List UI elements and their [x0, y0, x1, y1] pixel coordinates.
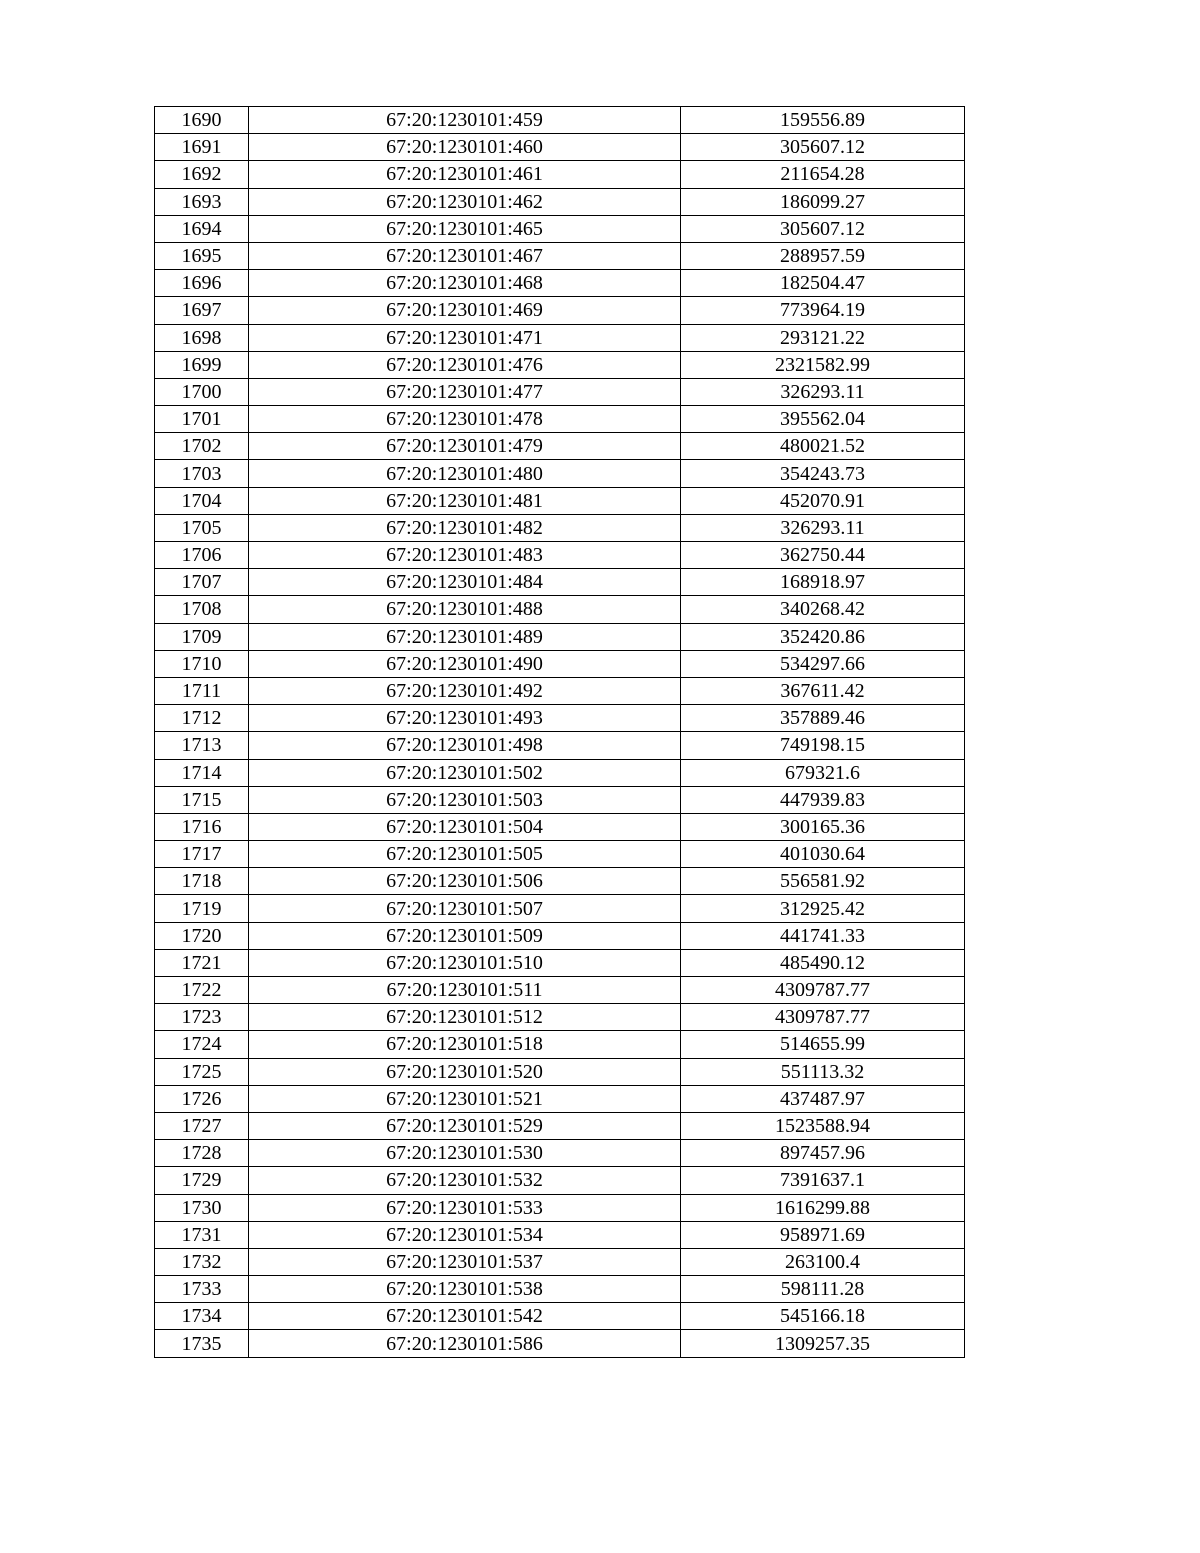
table-row [155, 297, 965, 324]
cadastral-number-cell: 67:20:1230101:469 [249, 297, 681, 324]
cadastral-number-cell: 67:20:1230101:504 [249, 813, 681, 840]
row-number-cell: 1724 [155, 1031, 249, 1058]
table-row [155, 1167, 965, 1194]
table-row [155, 596, 965, 623]
cadastral-number-cell: 67:20:1230101:538 [249, 1276, 681, 1303]
cadastral-value-cell: 1523588.94 [681, 1112, 965, 1139]
row-number-cell: 1696 [155, 270, 249, 297]
cadastral-value-cell: 401030.64 [681, 841, 965, 868]
table-row [155, 841, 965, 868]
table-row [155, 351, 965, 378]
table-row [155, 406, 965, 433]
cadastral-number-cell: 67:20:1230101:471 [249, 324, 681, 351]
cadastral-value-cell: 263100.4 [681, 1248, 965, 1275]
table-row [155, 1004, 965, 1031]
row-number-cell: 1692 [155, 161, 249, 188]
table-row [155, 433, 965, 460]
cadastral-number-cell: 67:20:1230101:520 [249, 1058, 681, 1085]
cadastral-value-cell: 551113.32 [681, 1058, 965, 1085]
cadastral-value-cell: 182504.47 [681, 270, 965, 297]
cadastral-number-cell: 67:20:1230101:479 [249, 433, 681, 460]
row-number-cell: 1699 [155, 351, 249, 378]
cadastral-number-cell: 67:20:1230101:488 [249, 596, 681, 623]
table-row [155, 569, 965, 596]
cadastral-number-cell: 67:20:1230101:533 [249, 1194, 681, 1221]
cadastral-value-cell: 211654.28 [681, 161, 965, 188]
row-number-cell: 1700 [155, 378, 249, 405]
table-row [155, 460, 965, 487]
cadastral-value-cell: 556581.92 [681, 868, 965, 895]
table-row [155, 1085, 965, 1112]
cadastral-value-cell: 305607.12 [681, 134, 965, 161]
cadastral-number-cell: 67:20:1230101:542 [249, 1303, 681, 1330]
table-row [155, 977, 965, 1004]
cadastral-number-cell: 67:20:1230101:532 [249, 1167, 681, 1194]
cadastral-number-cell: 67:20:1230101:492 [249, 677, 681, 704]
row-number-cell: 1706 [155, 542, 249, 569]
table-row [155, 270, 965, 297]
row-number-cell: 1707 [155, 569, 249, 596]
cadastral-value-cell: 1616299.88 [681, 1194, 965, 1221]
cadastral-number-cell: 67:20:1230101:586 [249, 1330, 681, 1357]
table-row [155, 922, 965, 949]
row-number-cell: 1704 [155, 487, 249, 514]
cadastral-value-cell: 326293.11 [681, 514, 965, 541]
cadastral-value-cell: 480021.52 [681, 433, 965, 460]
cadastral-number-cell: 67:20:1230101:534 [249, 1221, 681, 1248]
table-row [155, 623, 965, 650]
row-number-cell: 1714 [155, 759, 249, 786]
table-row [155, 487, 965, 514]
cadastral-number-cell: 67:20:1230101:483 [249, 542, 681, 569]
cadastral-number-cell: 67:20:1230101:480 [249, 460, 681, 487]
cadastral-number-cell: 67:20:1230101:537 [249, 1248, 681, 1275]
row-number-cell: 1713 [155, 732, 249, 759]
cadastral-value-cell: 300165.36 [681, 813, 965, 840]
cadastral-number-cell: 67:20:1230101:462 [249, 188, 681, 215]
cadastral-number-cell: 67:20:1230101:484 [249, 569, 681, 596]
cadastral-number-cell: 67:20:1230101:459 [249, 107, 681, 134]
row-number-cell: 1709 [155, 623, 249, 650]
row-number-cell: 1718 [155, 868, 249, 895]
cadastral-value-cell: 441741.33 [681, 922, 965, 949]
table-body [155, 107, 965, 1358]
table-row [155, 188, 965, 215]
cadastral-number-cell: 67:20:1230101:503 [249, 786, 681, 813]
cadastral-number-cell: 67:20:1230101:476 [249, 351, 681, 378]
cadastral-value-cell: 312925.42 [681, 895, 965, 922]
cadastral-number-cell: 67:20:1230101:467 [249, 242, 681, 269]
cadastral-number-cell: 67:20:1230101:502 [249, 759, 681, 786]
cadastral-value-cell: 293121.22 [681, 324, 965, 351]
table-row [155, 895, 965, 922]
table-row [155, 215, 965, 242]
cadastral-value-cell: 749198.15 [681, 732, 965, 759]
cadastral-value-cell: 447939.83 [681, 786, 965, 813]
row-number-cell: 1720 [155, 922, 249, 949]
row-number-cell: 1711 [155, 677, 249, 704]
table-row [155, 1276, 965, 1303]
row-number-cell: 1717 [155, 841, 249, 868]
table-row [155, 1194, 965, 1221]
row-number-cell: 1697 [155, 297, 249, 324]
row-number-cell: 1698 [155, 324, 249, 351]
cadastral-value-cell: 679321.6 [681, 759, 965, 786]
cadastral-number-cell: 67:20:1230101:521 [249, 1085, 681, 1112]
cadastral-value-cell: 534297.66 [681, 650, 965, 677]
row-number-cell: 1693 [155, 188, 249, 215]
cadastral-value-cell: 288957.59 [681, 242, 965, 269]
table-row [155, 759, 965, 786]
cadastral-value-cell: 598111.28 [681, 1276, 965, 1303]
cadastral-number-cell: 67:20:1230101:481 [249, 487, 681, 514]
cadastral-value-cell: 485490.12 [681, 949, 965, 976]
cadastral-value-cell: 4309787.77 [681, 1004, 965, 1031]
row-number-cell: 1710 [155, 650, 249, 677]
row-number-cell: 1705 [155, 514, 249, 541]
cadastral-number-cell: 67:20:1230101:460 [249, 134, 681, 161]
row-number-cell: 1731 [155, 1221, 249, 1248]
row-number-cell: 1728 [155, 1140, 249, 1167]
table-row [155, 1031, 965, 1058]
cadastral-value-cell: 159556.89 [681, 107, 965, 134]
table-row [155, 868, 965, 895]
cadastral-value-cell: 7391637.1 [681, 1167, 965, 1194]
row-number-cell: 1708 [155, 596, 249, 623]
cadastral-value-cell: 452070.91 [681, 487, 965, 514]
table-row [155, 242, 965, 269]
row-number-cell: 1691 [155, 134, 249, 161]
cadastral-value-cell: 958971.69 [681, 1221, 965, 1248]
row-number-cell: 1727 [155, 1112, 249, 1139]
table-row [155, 378, 965, 405]
row-number-cell: 1719 [155, 895, 249, 922]
cadastral-number-cell: 67:20:1230101:512 [249, 1004, 681, 1031]
cadastral-number-cell: 67:20:1230101:477 [249, 378, 681, 405]
cadastral-value-cell: 168918.97 [681, 569, 965, 596]
cadastral-value-cell: 357889.46 [681, 705, 965, 732]
cadastral-number-cell: 67:20:1230101:506 [249, 868, 681, 895]
row-number-cell: 1726 [155, 1085, 249, 1112]
row-number-cell: 1735 [155, 1330, 249, 1357]
cadastral-number-cell: 67:20:1230101:482 [249, 514, 681, 541]
table-row [155, 134, 965, 161]
cadastral-number-cell: 67:20:1230101:490 [249, 650, 681, 677]
table-row [155, 705, 965, 732]
cadastral-number-cell: 67:20:1230101:509 [249, 922, 681, 949]
cadastral-value-cell: 326293.11 [681, 378, 965, 405]
row-number-cell: 1722 [155, 977, 249, 1004]
cadastral-value-cell: 437487.97 [681, 1085, 965, 1112]
cadastral-value-cell: 305607.12 [681, 215, 965, 242]
row-number-cell: 1730 [155, 1194, 249, 1221]
cadastral-value-cell: 352420.86 [681, 623, 965, 650]
cadastral-number-cell: 67:20:1230101:465 [249, 215, 681, 242]
row-number-cell: 1723 [155, 1004, 249, 1031]
table-row [155, 1058, 965, 1085]
cadastral-value-cell: 773964.19 [681, 297, 965, 324]
row-number-cell: 1703 [155, 460, 249, 487]
table-row [155, 813, 965, 840]
cadastral-number-cell: 67:20:1230101:518 [249, 1031, 681, 1058]
table-row [155, 1303, 965, 1330]
cadastral-number-cell: 67:20:1230101:511 [249, 977, 681, 1004]
cadastral-value-cell: 395562.04 [681, 406, 965, 433]
cadastral-number-cell: 67:20:1230101:510 [249, 949, 681, 976]
cadastral-number-cell: 67:20:1230101:498 [249, 732, 681, 759]
cadastral-number-cell: 67:20:1230101:530 [249, 1140, 681, 1167]
row-number-cell: 1716 [155, 813, 249, 840]
row-number-cell: 1690 [155, 107, 249, 134]
row-number-cell: 1732 [155, 1248, 249, 1275]
table-row [155, 949, 965, 976]
cadastral-number-cell: 67:20:1230101:507 [249, 895, 681, 922]
row-number-cell: 1725 [155, 1058, 249, 1085]
cadastral-value-cell: 186099.27 [681, 188, 965, 215]
cadastral-number-cell: 67:20:1230101:529 [249, 1112, 681, 1139]
table-row [155, 1112, 965, 1139]
row-number-cell: 1733 [155, 1276, 249, 1303]
cadastral-value-cell: 897457.96 [681, 1140, 965, 1167]
cadastral-number-cell: 67:20:1230101:468 [249, 270, 681, 297]
table-row [155, 1330, 965, 1357]
cadastral-value-cell: 362750.44 [681, 542, 965, 569]
row-number-cell: 1701 [155, 406, 249, 433]
row-number-cell: 1734 [155, 1303, 249, 1330]
row-number-cell: 1702 [155, 433, 249, 460]
table-row [155, 650, 965, 677]
table-row [155, 542, 965, 569]
cadastral-value-cell: 354243.73 [681, 460, 965, 487]
cadastral-value-cell: 514655.99 [681, 1031, 965, 1058]
row-number-cell: 1695 [155, 242, 249, 269]
cadastral-number-cell: 67:20:1230101:478 [249, 406, 681, 433]
table-row [155, 1221, 965, 1248]
table-row [155, 677, 965, 704]
table-row [155, 732, 965, 759]
table-row [155, 107, 965, 134]
row-number-cell: 1715 [155, 786, 249, 813]
cadastral-value-cell: 367611.42 [681, 677, 965, 704]
cadastral-number-cell: 67:20:1230101:489 [249, 623, 681, 650]
table-row [155, 1248, 965, 1275]
table-row [155, 514, 965, 541]
table-row [155, 786, 965, 813]
row-number-cell: 1729 [155, 1167, 249, 1194]
cadastral-value-cell: 545166.18 [681, 1303, 965, 1330]
cadastral-number-cell: 67:20:1230101:493 [249, 705, 681, 732]
cadastral-value-cell: 2321582.99 [681, 351, 965, 378]
table-row [155, 1140, 965, 1167]
cadastral-value-cell: 1309257.35 [681, 1330, 965, 1357]
row-number-cell: 1694 [155, 215, 249, 242]
row-number-cell: 1712 [155, 705, 249, 732]
row-number-cell: 1721 [155, 949, 249, 976]
cadastral-number-cell: 67:20:1230101:461 [249, 161, 681, 188]
table-row [155, 324, 965, 351]
cadastral-number-cell: 67:20:1230101:505 [249, 841, 681, 868]
cadastral-value-cell: 4309787.77 [681, 977, 965, 1004]
cadastral-value-table [154, 106, 965, 1358]
table-row [155, 161, 965, 188]
cadastral-value-cell: 340268.42 [681, 596, 965, 623]
